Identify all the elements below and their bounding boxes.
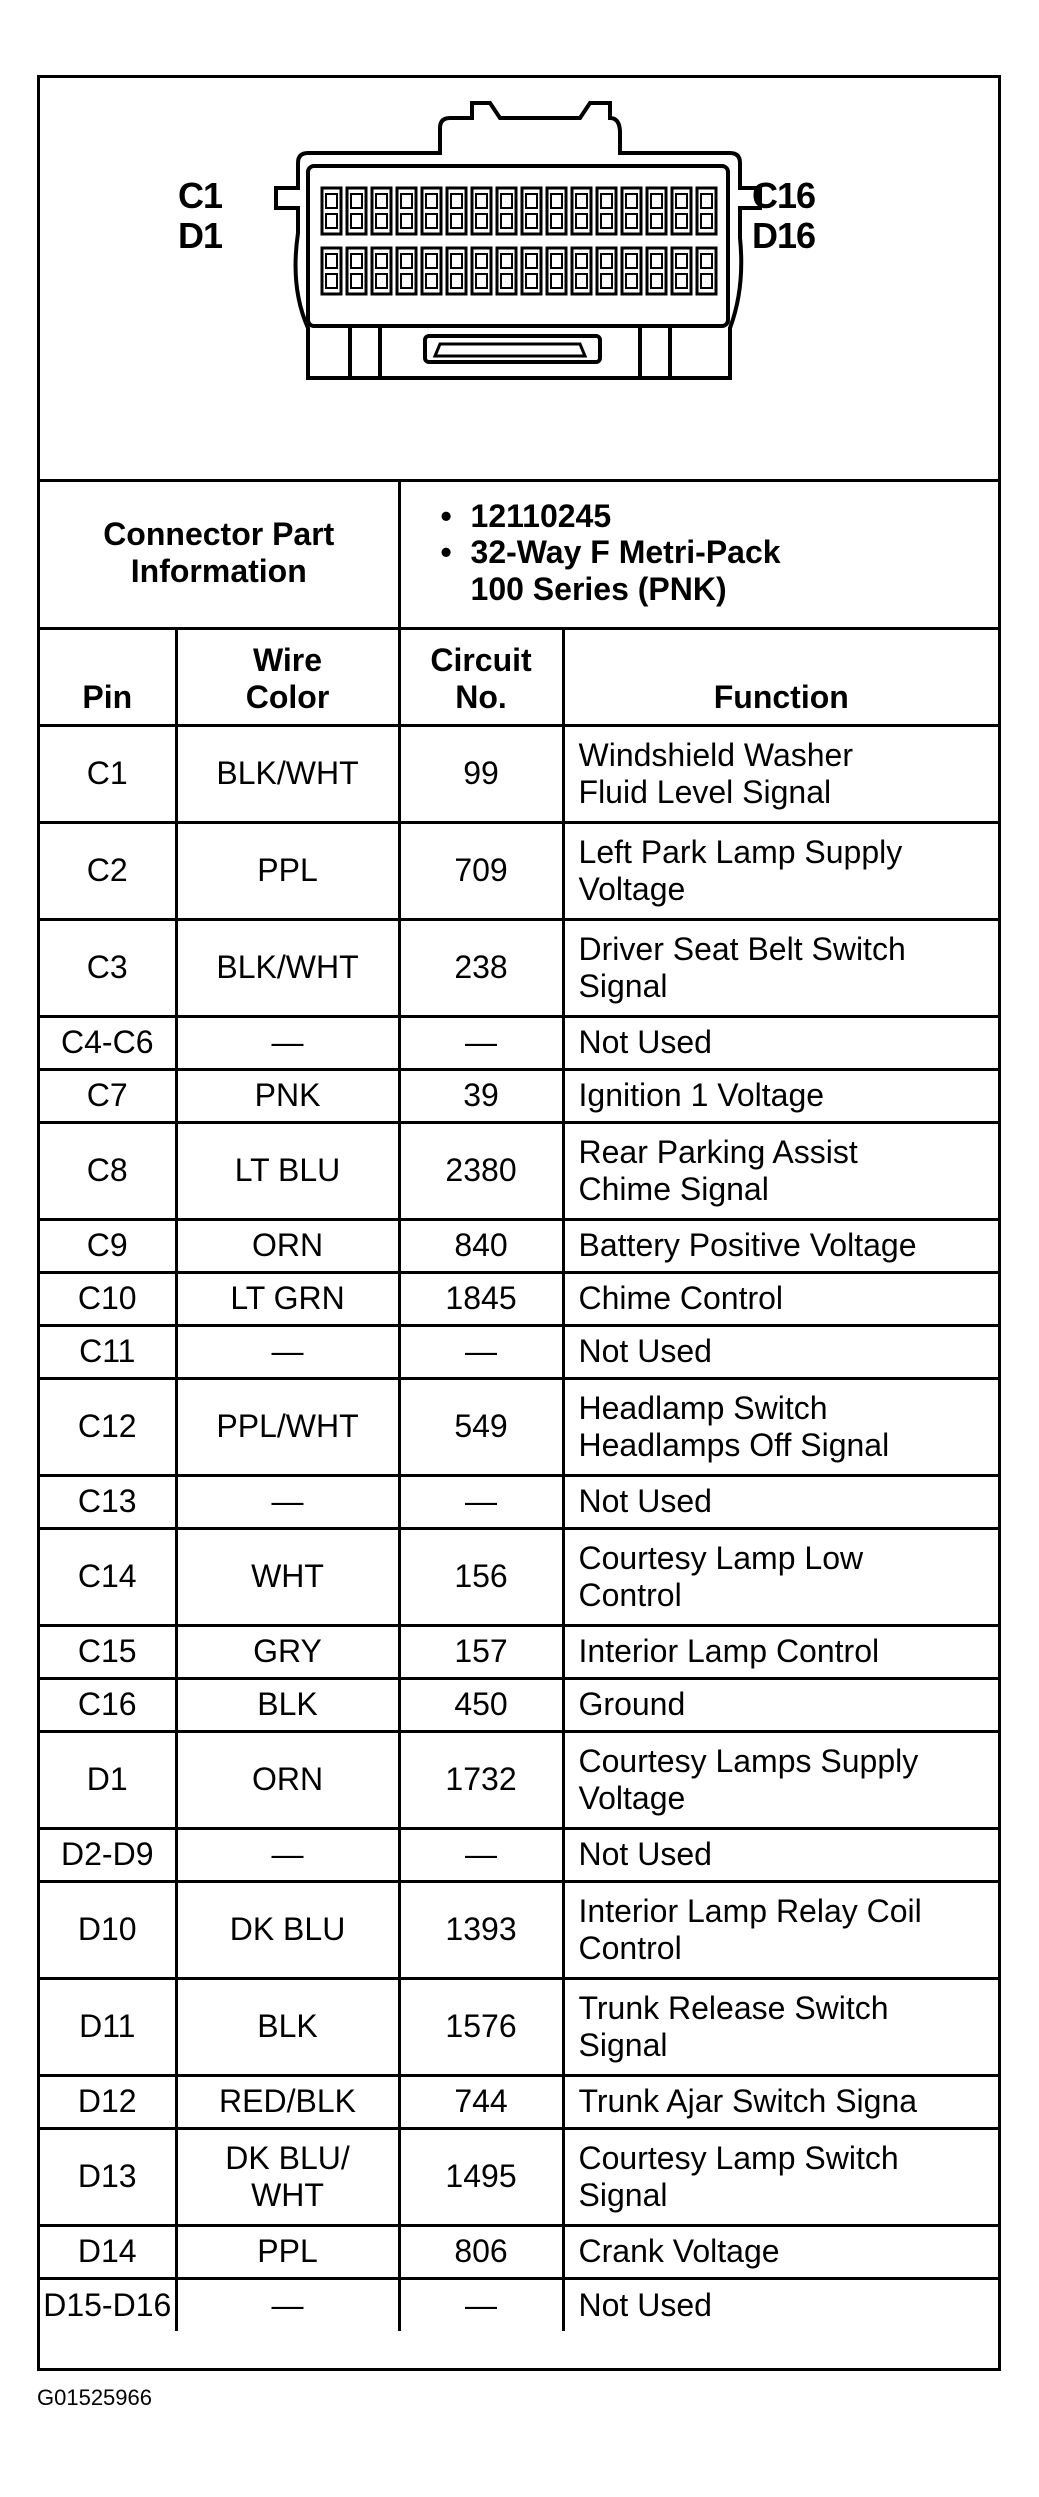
- pin-cavity-lower: [351, 214, 362, 228]
- pin-cavity-upper: [551, 254, 562, 268]
- connector-face-drawing: [40, 78, 998, 479]
- function-cell: Courtesy Lamp Switch Signal: [563, 2128, 998, 2225]
- pin-cavity-lower: [451, 214, 462, 228]
- wire-color-cell: —: [176, 1016, 399, 1069]
- pin-cell: D1: [40, 1731, 176, 1828]
- pin-cavity-upper: [326, 194, 337, 208]
- table-row: [40, 1475, 998, 1528]
- pin-cavity-upper: [501, 194, 512, 208]
- pin-cavity-upper: [501, 254, 512, 268]
- pin-cavity-upper: [476, 254, 487, 268]
- pin-cavity-upper: [351, 254, 362, 268]
- function-cell: Ignition 1 Voltage: [563, 1069, 998, 1122]
- pin-cavity-upper: [576, 254, 587, 268]
- wire-color-cell: DK BLU: [176, 1881, 399, 1978]
- circuit-cell: 157: [399, 1625, 563, 1678]
- pin-cavity-upper: [701, 254, 712, 268]
- table-row: [40, 1978, 998, 2075]
- pin-cavity-lower: [401, 274, 412, 288]
- connector-part-number: • 12110245: [441, 498, 999, 535]
- pin-cavity-lower: [701, 274, 712, 288]
- circuit-cell: 39: [399, 1069, 563, 1122]
- circuit-cell: 1393: [399, 1881, 563, 1978]
- wire-color-cell: ORN: [176, 1731, 399, 1828]
- pin-cavity-upper: [626, 194, 637, 208]
- function-cell: Ground: [563, 1678, 998, 1731]
- pin-cell: D13: [40, 2128, 176, 2225]
- pin-cavity-lower: [476, 214, 487, 228]
- label-c1: C1: [178, 175, 223, 216]
- pin-cell: D14: [40, 2225, 176, 2278]
- pin-cell: C9: [40, 1219, 176, 1272]
- pin-cavity-upper: [451, 194, 462, 208]
- function-cell: Interior Lamp Relay Coil Control: [563, 1881, 998, 1978]
- pin-cavity-upper: [601, 254, 612, 268]
- table-row: [40, 2225, 998, 2278]
- pin-cavity-upper: [526, 194, 537, 208]
- pin-cavity-lower: [576, 274, 587, 288]
- pin-cell: D15-D16: [40, 2278, 176, 2331]
- table-row: [40, 1219, 998, 1272]
- pin-cavity-lower: [701, 214, 712, 228]
- pin-cavity-lower: [551, 214, 562, 228]
- pin-cavity-upper: [651, 254, 662, 268]
- wire-color-cell: WHT: [176, 1528, 399, 1625]
- pin-cavity-upper: [476, 194, 487, 208]
- function-cell: Interior Lamp Control: [563, 1625, 998, 1678]
- pin-cell: C7: [40, 1069, 176, 1122]
- wire-color-cell: LT GRN: [176, 1272, 399, 1325]
- wire-color-cell: ORN: [176, 1219, 399, 1272]
- pin-cavity-lower: [326, 274, 337, 288]
- function-cell: Windshield Washer Fluid Level Signal: [563, 725, 998, 822]
- wire-color-cell: GRY: [176, 1625, 399, 1678]
- function-cell: Trunk Release Switch Signal: [563, 1978, 998, 2075]
- pin-cavity-lower: [476, 274, 487, 288]
- pin-cavity-lower: [601, 274, 612, 288]
- header-function: Function: [563, 628, 998, 725]
- wire-color-cell: DK BLU/ WHT: [176, 2128, 399, 2225]
- pin-cavity-upper: [401, 194, 412, 208]
- wire-color-cell: —: [176, 1325, 399, 1378]
- wire-color-cell: —: [176, 1475, 399, 1528]
- circuit-cell: 549: [399, 1378, 563, 1475]
- figure-code: G01525966: [37, 2385, 152, 2410]
- circuit-cell: —: [399, 2278, 563, 2331]
- connector-info-row: [40, 479, 998, 628]
- function-cell: Not Used: [563, 1828, 998, 1881]
- table-row: [40, 1881, 998, 1978]
- wire-color-cell: LT BLU: [176, 1122, 399, 1219]
- wire-color-cell: PNK: [176, 1069, 399, 1122]
- pin-cavity-lower: [526, 214, 537, 228]
- pin-cavity-upper: [601, 194, 612, 208]
- pin-cell: C10: [40, 1272, 176, 1325]
- pin-cavity-lower: [626, 274, 637, 288]
- header-row: [40, 628, 998, 725]
- header-wire-color: Wire Color: [176, 628, 399, 725]
- table-row: [40, 1828, 998, 1881]
- function-cell: Not Used: [563, 1325, 998, 1378]
- table-row: [40, 1731, 998, 1828]
- wire-color-cell: —: [176, 2278, 399, 2331]
- pin-cavity-upper: [376, 194, 387, 208]
- function-cell: Not Used: [563, 2278, 998, 2331]
- pin-cavity-lower: [376, 214, 387, 228]
- function-cell: Courtesy Lamps Supply Voltage: [563, 1731, 998, 1828]
- function-cell: Not Used: [563, 1016, 998, 1069]
- function-cell: Trunk Ajar Switch Signa: [563, 2075, 998, 2128]
- label-d1: D1: [178, 215, 223, 256]
- pin-cavity-upper: [426, 194, 437, 208]
- pin-cavity-upper: [426, 254, 437, 268]
- label-d16: D16: [752, 215, 816, 256]
- wire-color-cell: BLK: [176, 1978, 399, 2075]
- function-cell: Driver Seat Belt Switch Signal: [563, 919, 998, 1016]
- circuit-cell: 840: [399, 1219, 563, 1272]
- connector-diagram: [40, 78, 998, 482]
- pin-cell: C14: [40, 1528, 176, 1625]
- table-row: [40, 822, 998, 919]
- pin-cavity-upper: [676, 254, 687, 268]
- circuit-cell: —: [399, 1016, 563, 1069]
- wire-color-cell: PPL/WHT: [176, 1378, 399, 1475]
- pin-cell: C12: [40, 1378, 176, 1475]
- table-row: [40, 1625, 998, 1678]
- wire-color-cell: —: [176, 1828, 399, 1881]
- wire-color-cell: BLK/WHT: [176, 725, 399, 822]
- circuit-cell: 709: [399, 822, 563, 919]
- pin-cavity-lower: [401, 214, 412, 228]
- pin-cavity-lower: [676, 274, 687, 288]
- connector-sheet: [37, 75, 1001, 2371]
- header-circuit: Circuit No.: [399, 628, 563, 725]
- function-cell: Rear Parking Assist Chime Signal: [563, 1122, 998, 1219]
- pin-cavity-lower: [501, 214, 512, 228]
- table-row: [40, 1016, 998, 1069]
- connector-type: • 32-Way F Metri-Pack 100 Series (PNK): [441, 534, 999, 608]
- circuit-cell: 156: [399, 1528, 563, 1625]
- circuit-cell: 744: [399, 2075, 563, 2128]
- pin-cavity-lower: [426, 274, 437, 288]
- pin-cavity-lower: [676, 214, 687, 228]
- pin-cavity-upper: [576, 194, 587, 208]
- circuit-cell: 1845: [399, 1272, 563, 1325]
- pin-cavity-lower: [551, 274, 562, 288]
- table-row: [40, 1528, 998, 1625]
- pin-cell: C8: [40, 1122, 176, 1219]
- pin-cavity-upper: [701, 194, 712, 208]
- pin-cavity-upper: [451, 254, 462, 268]
- pin-cavity-lower: [601, 214, 612, 228]
- circuit-cell: 238: [399, 919, 563, 1016]
- wire-color-cell: BLK/WHT: [176, 919, 399, 1016]
- table-row: [40, 1272, 998, 1325]
- table-row: [40, 919, 998, 1016]
- pin-cavity-lower: [501, 274, 512, 288]
- pin-cavity-lower: [451, 274, 462, 288]
- circuit-cell: 99: [399, 725, 563, 822]
- pin-cavity-lower: [626, 214, 637, 228]
- label-c16: C16: [752, 175, 816, 216]
- table-row: [40, 1122, 998, 1219]
- polarization-slot-inner: [435, 344, 585, 356]
- wire-color-cell: PPL: [176, 822, 399, 919]
- function-cell: Not Used: [563, 1475, 998, 1528]
- function-cell: Battery Positive Voltage: [563, 1219, 998, 1272]
- pin-cavity-upper: [401, 254, 412, 268]
- function-cell: Chime Control: [563, 1272, 998, 1325]
- table-row: [40, 1069, 998, 1122]
- circuit-cell: —: [399, 1475, 563, 1528]
- table-row: [40, 2278, 998, 2331]
- pin-cavity-upper: [526, 254, 537, 268]
- pin-cavity-upper: [351, 194, 362, 208]
- pin-cell: C4-C6: [40, 1016, 176, 1069]
- circuit-cell: —: [399, 1828, 563, 1881]
- pin-cavity-upper: [326, 254, 337, 268]
- pin-cavity-lower: [576, 214, 587, 228]
- circuit-cell: 2380: [399, 1122, 563, 1219]
- circuit-cell: 1732: [399, 1731, 563, 1828]
- pin-cell: C3: [40, 919, 176, 1016]
- function-cell: Left Park Lamp Supply Voltage: [563, 822, 998, 919]
- function-cell: Courtesy Lamp Low Control: [563, 1528, 998, 1625]
- pin-cavity-lower: [426, 214, 437, 228]
- pin-cavity-lower: [376, 274, 387, 288]
- pin-cell: C13: [40, 1475, 176, 1528]
- pin-cavity-upper: [551, 194, 562, 208]
- table-row: [40, 1678, 998, 1731]
- circuit-cell: 806: [399, 2225, 563, 2278]
- wire-color-cell: RED/BLK: [176, 2075, 399, 2128]
- circuit-cell: 1576: [399, 1978, 563, 2075]
- connector-info-label: Connector Part Information: [40, 479, 399, 628]
- circuit-cell: 450: [399, 1678, 563, 1731]
- table-row: [40, 2075, 998, 2128]
- pin-cell: C1: [40, 725, 176, 822]
- pin-cell: C15: [40, 1625, 176, 1678]
- table-row: [40, 2128, 998, 2225]
- pin-cell: D11: [40, 1978, 176, 2075]
- pin-cell: C11: [40, 1325, 176, 1378]
- pin-cavity-lower: [326, 214, 337, 228]
- function-cell: Headlamp Switch Headlamps Off Signal: [563, 1378, 998, 1475]
- table-row: [40, 1325, 998, 1378]
- pin-cell: D10: [40, 1881, 176, 1978]
- wire-color-cell: PPL: [176, 2225, 399, 2278]
- function-cell: Crank Voltage: [563, 2225, 998, 2278]
- pin-cell: D2-D9: [40, 1828, 176, 1881]
- table-row: [40, 725, 998, 822]
- header-pin: Pin: [40, 628, 176, 725]
- pin-cell: C2: [40, 822, 176, 919]
- circuit-cell: —: [399, 1325, 563, 1378]
- pin-cell: C16: [40, 1678, 176, 1731]
- connector-info-list: [399, 479, 998, 628]
- table-row: [40, 1378, 998, 1475]
- pin-cavity-upper: [676, 194, 687, 208]
- circuit-cell: 1495: [399, 2128, 563, 2225]
- pin-cavity-lower: [651, 214, 662, 228]
- pin-cavity-lower: [651, 274, 662, 288]
- pin-cavity-upper: [626, 254, 637, 268]
- pinout-table: [40, 479, 998, 2331]
- pin-cavity-upper: [376, 254, 387, 268]
- pin-cavity-upper: [651, 194, 662, 208]
- pin-cavity-lower: [351, 274, 362, 288]
- polarization-slot: [425, 336, 600, 362]
- pin-cavity-lower: [526, 274, 537, 288]
- pin-cell: D12: [40, 2075, 176, 2128]
- wire-color-cell: BLK: [176, 1678, 399, 1731]
